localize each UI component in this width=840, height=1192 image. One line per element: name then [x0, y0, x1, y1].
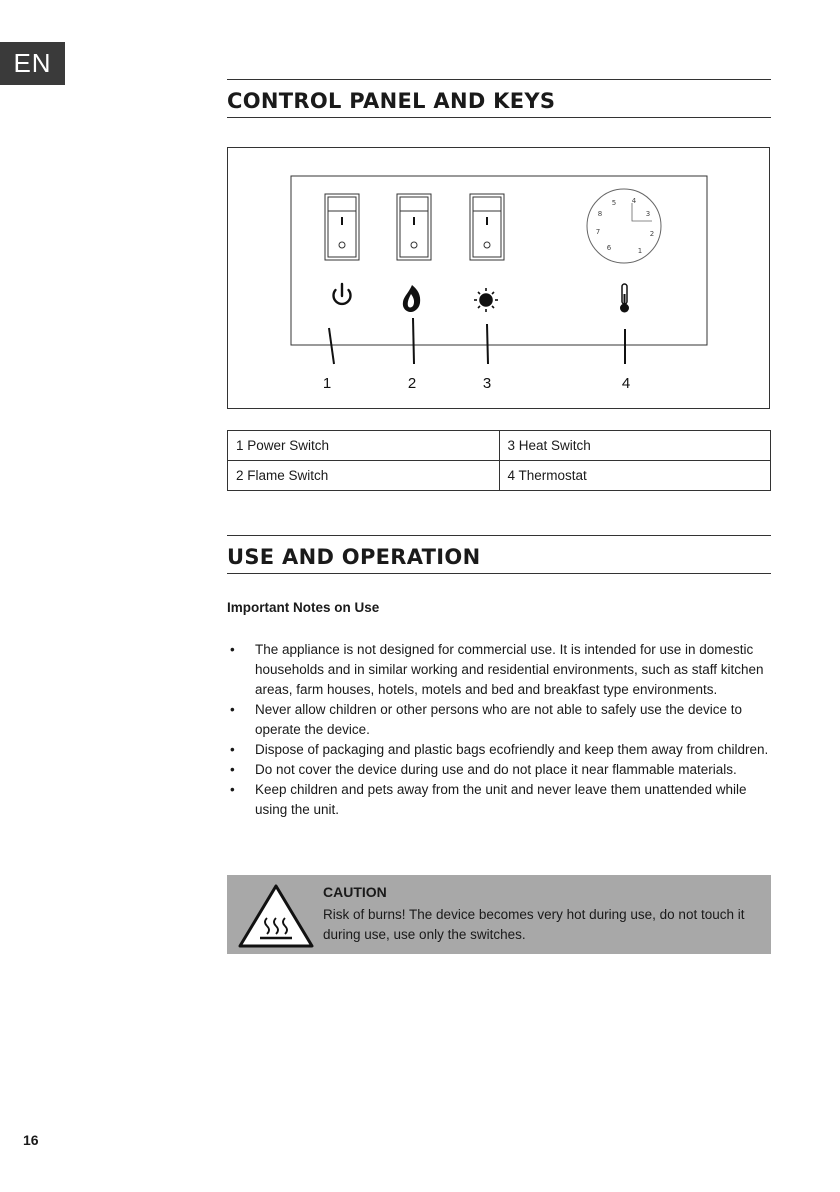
list-item-text: Never allow children or other persons who are not able to safely use the device to operate the device. — [255, 702, 743, 737]
list-item: • Keep children and pets away from the unit and never leave them unattended while using the unit. — [230, 782, 747, 817]
legend-cell: 3 Heat Switch — [499, 431, 771, 461]
svg-text:8: 8 — [597, 210, 603, 218]
section-rule-top — [227, 79, 771, 80]
table-row — [228, 461, 771, 491]
list-item: • Dispose of packaging and plastic bags ecofriendly and keep them away from children. — [230, 742, 769, 757]
caution-title: CAUTION — [323, 884, 387, 900]
caution-text: Risk of burns! The device becomes very hot during use, do not touch it during use, use only the switches. — [323, 907, 745, 942]
legend-cell: 1 Power Switch — [228, 431, 500, 461]
notes-heading: Important Notes on Use — [227, 600, 380, 615]
page-number: 16 — [23, 1132, 39, 1148]
callout-label: 3 — [482, 375, 492, 392]
thermostat-dial — [587, 189, 661, 263]
svg-text:6: 6 — [606, 244, 612, 252]
table-row — [228, 431, 771, 461]
callout-label: 1 — [322, 375, 332, 392]
svg-text:5: 5 — [611, 199, 617, 207]
rocker-switch-heat — [470, 194, 504, 260]
list-item: • The appliance is not designed for commercial use. It is intended for use in domestic households and in similar working and residential environments, such as staff kitchen areas, farm houses, hotels, motels and bed and breakfast type environments. — [230, 642, 764, 697]
callout-label: 2 — [407, 375, 417, 392]
svg-text:2: 2 — [649, 230, 655, 238]
notes-list — [227, 640, 772, 820]
svg-text:4: 4 — [631, 197, 637, 205]
section-title-use-operation: USE AND OPERATION — [227, 545, 481, 569]
list-item-text: The appliance is not designed for commercial use. It is intended for use in domestic households and in similar working and residential environments, such as staff kitchen areas, farm houses, hotels, motels and bed and breakfast type environments. — [255, 642, 764, 697]
caution-box — [227, 875, 771, 954]
section-rule-bottom — [227, 117, 771, 118]
svg-text:3: 3 — [645, 210, 651, 218]
section-rule-bottom — [227, 573, 771, 574]
svg-text:7: 7 — [595, 228, 601, 236]
list-item-text: Dispose of packaging and plastic bags ecofriendly and keep them away from children. — [255, 742, 769, 757]
list-item: • Never allow children or other persons who are not able to safely use the device to operate the device. — [230, 702, 743, 737]
svg-text:1: 1 — [637, 247, 643, 255]
legend-cell: 2 Flame Switch — [228, 461, 500, 491]
list-item-text: Do not cover the device during use and do not place it near flammable materials. — [255, 762, 737, 777]
rocker-switch-flame — [397, 194, 431, 260]
list-item: • Do not cover the device during use and do not place it near flammable materials. — [230, 762, 737, 777]
control-legend-table — [227, 430, 771, 491]
section-title-control-panel: CONTROL PANEL AND KEYS — [227, 89, 556, 113]
control-panel-diagram — [228, 148, 771, 410]
language-tab: EN — [0, 42, 65, 85]
thermometer-icon — [620, 284, 629, 313]
legend-cell: 4 Thermostat — [499, 461, 771, 491]
rocker-switch-power — [325, 194, 359, 260]
callout-label: 4 — [621, 375, 631, 392]
control-panel-figure — [227, 147, 770, 409]
section-rule-top — [227, 535, 771, 536]
list-item-text: Keep children and pets away from the unit and never leave them unattended while using the unit. — [255, 782, 747, 817]
hot-surface-warning-icon — [236, 882, 316, 950]
